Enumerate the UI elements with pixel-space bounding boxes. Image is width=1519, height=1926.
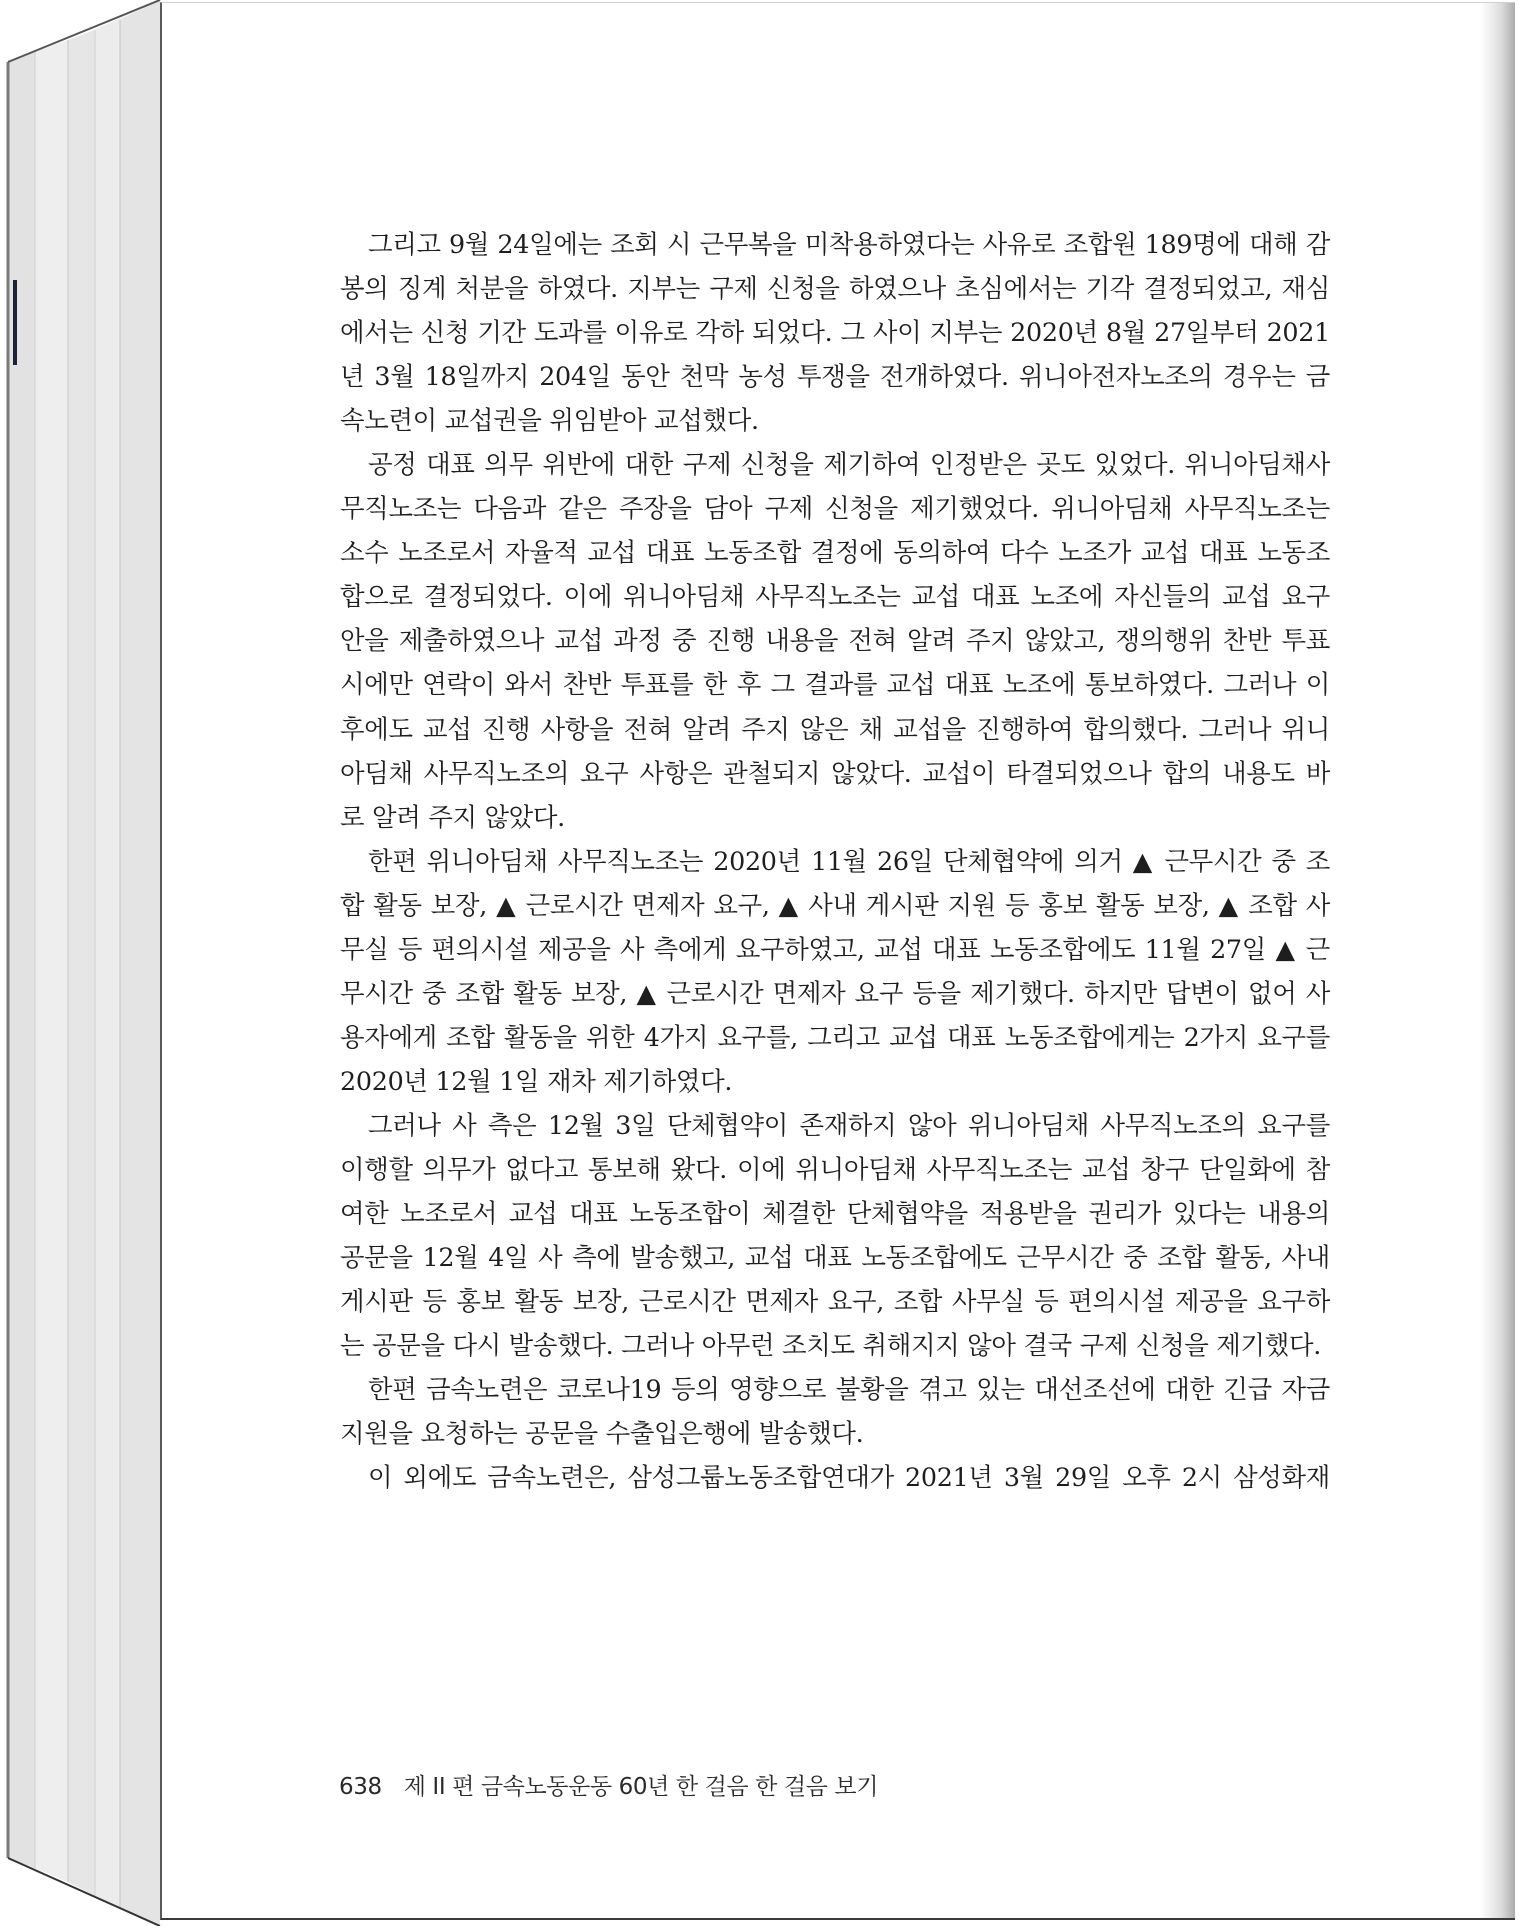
text-line: 그리고 9월 24일에는 조회 시 근무복을 미착용하였다는 사유로 조합원 189명에 대해 감: [368, 229, 1330, 259]
text-line: 년 3월 18일까지 204일 동안 천막 농성 투쟁을 전개하였다. 위니아전자노조의 경우는 금: [340, 361, 1330, 392]
paragraph: [340, 1455, 1330, 1499]
text-line: 이행할 의무가 없다고 통보해 왔다. 이에 위니아딤채 사무직노조는 교섭 창구 단일화에 참: [340, 1153, 1330, 1184]
page-footer: [339, 1768, 878, 1801]
text-line: 로 알려 주지 않았다.: [340, 801, 565, 832]
paragraph: [340, 442, 1330, 838]
text-line: 소수 노조로서 자율적 교섭 대표 노동조합 결정에 동의하여 다수 노조가 교섭 대표 노동조: [340, 537, 1330, 568]
running-footer-title: 제 II 편 금속노동운동 60년 한 걸음 한 걸음 보기: [403, 1774, 879, 1800]
text-line: 한편 위니아딤채 사무직노조는 2020년 11월 26일 단체협약에 의거 ▲ 근무시간 중 조: [368, 845, 1330, 876]
text-line: 속노련이 교섭권을 위임받아 교섭했다.: [340, 405, 759, 436]
text-line: 봉의 징계 처분을 하였다. 지부는 구제 신청을 하였으나 초심에서는 기각 결정되었고, 재심: [340, 273, 1330, 304]
page-body-text: [340, 222, 1330, 1499]
text-line: 게시판 등 홍보 활동 보장, 근로시간 면제자 요구, 조합 사무실 등 편의시설 제공을 요구하: [340, 1286, 1330, 1317]
text-line: 이 외에도 금속노련은, 삼성그룹노동조합연대가 2021년 3월 29일 오후 2시 삼성화재: [368, 1462, 1330, 1493]
text-line: 여한 노조로서 교섭 대표 노동조합이 체결한 단체협약을 적용받을 권리가 있다는 내용의: [340, 1198, 1330, 1229]
text-line: 시에만 연락이 와서 찬반 투표를 한 후 그 결과를 교섭 대표 노조에 통보하였다. 그러나 이: [340, 669, 1330, 700]
text-line: 합 활동 보장, ▲ 근로시간 면제자 요구, ▲ 사내 게시판 지원 등 홍보 활동 보장, ▲ 조합 사: [340, 889, 1330, 920]
text-line: 후에도 교섭 진행 사항을 전혀 알려 주지 않은 채 교섭을 진행하여 합의했다. 그러나 위니: [340, 713, 1330, 744]
page-number: 638: [339, 1774, 382, 1800]
text-line: 무시간 중 조합 활동 보장, ▲ 근로시간 면제자 요구 등을 제기했다. 하지만 답변이 없어 사: [340, 977, 1330, 1008]
text-line: 공문을 12월 4일 사 측에 발송했고, 교섭 대표 노동조합에도 근무시간 중 조합 활동, 사내: [340, 1242, 1330, 1273]
text-line: 안을 제출하였으나 교섭 과정 중 진행 내용을 전혀 알려 주지 않았고, 쟁의행위 찬반 투표: [340, 625, 1330, 656]
page-gutter-shadow: [1481, 3, 1515, 1918]
text-line: 에서는 신청 기간 도과를 이유로 각하 되었다. 그 사이 지부는 2020년 8월 27일부터 2021: [340, 317, 1330, 348]
paragraph: [340, 1367, 1330, 1455]
book-page-stack: [0, 0, 165, 1926]
paragraph: [340, 222, 1330, 442]
text-line: 무실 등 편의시설 제공을 사 측에게 요구하였고, 교섭 대표 노동조합에도 11월 27일 ▲ 근: [340, 933, 1330, 964]
text-line: 무직노조는 다음과 같은 주장을 담아 구제 신청을 제기했었다. 위니아딤채 사무직노조는: [340, 493, 1330, 524]
text-line: 그러나 사 측은 12월 3일 단체협약이 존재하지 않아 위니아딤채 사무직노조의 요구를: [368, 1109, 1330, 1140]
text-line: 는 공문을 다시 발송했다. 그러나 아무런 조치도 취해지지 않아 결국 구제 신청을 제기했다.: [340, 1330, 1321, 1361]
text-line: 지원을 요청하는 공문을 수출입은행에 발송했다.: [340, 1418, 864, 1449]
text-line: 공정 대표 의무 위반에 대한 구제 신청을 제기하여 인정받은 곳도 있었다. 위니아딤채사: [368, 449, 1330, 480]
text-line: 2020년 12월 1일 재차 제기하였다.: [340, 1065, 733, 1096]
text-line: 합으로 결정되었다. 이에 위니아딤채 사무직노조는 교섭 대표 노조에 자신들의 교섭 요구: [340, 581, 1330, 612]
text-line: 아딤채 사무직노조의 요구 사항은 관철되지 않았다. 교섭이 타결되었으나 합의 내용도 바: [340, 757, 1330, 788]
paragraph: [340, 839, 1330, 1103]
text-line: 한편 금속노련은 코로나19 등의 영향으로 불황을 겪고 있는 대선조선에 대한 긴급 자금: [368, 1374, 1330, 1405]
text-line: 용자에게 조합 활동을 위한 4가지 요구를, 그리고 교섭 대표 노동조합에게는 2가지 요구를: [340, 1021, 1330, 1052]
paragraph: [340, 1103, 1330, 1367]
